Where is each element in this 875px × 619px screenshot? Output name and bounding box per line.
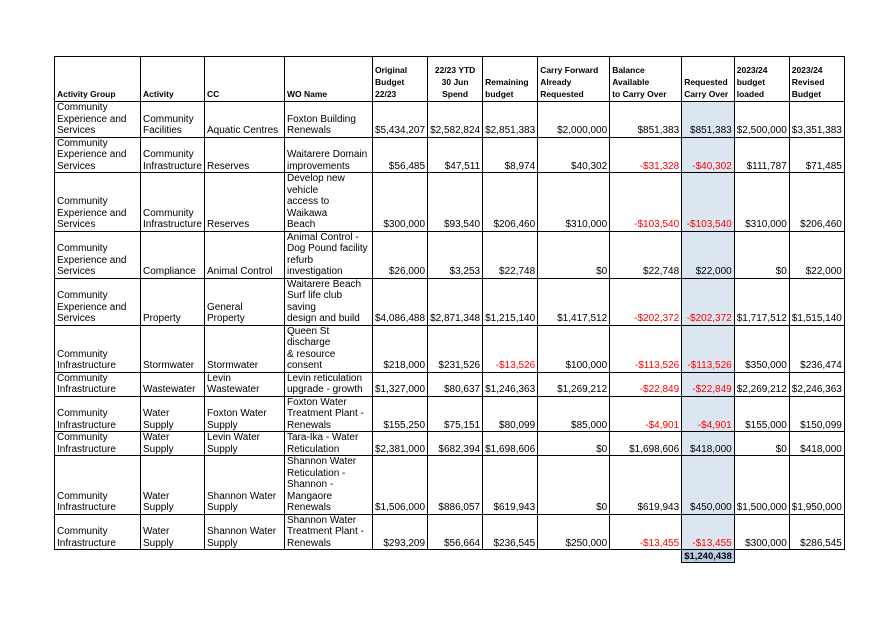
- col-header-remaining-budget: Remaining budget: [483, 57, 538, 102]
- cell-original-budget: $56,485: [373, 137, 428, 173]
- table-row: [55, 396, 845, 432]
- cell-wo-name: Waitarere Domain improvements: [285, 137, 373, 173]
- header-row: [55, 57, 845, 102]
- cell-remaining-budget: $1,215,140: [483, 278, 538, 325]
- cell-original-budget: $1,327,000: [373, 372, 428, 396]
- cell-original-budget: $155,250: [373, 396, 428, 432]
- cell-carry-forward: $40,302: [538, 137, 610, 173]
- col-header-activity-group: Activity Group: [55, 57, 141, 102]
- cell-requested-carry-over: -$103,540: [682, 173, 735, 232]
- cell-requested-carry-over: -$40,302: [682, 137, 735, 173]
- cell-ytd-spend: $47,511: [428, 137, 483, 173]
- cell-balance-available: -$22,849: [610, 372, 682, 396]
- cell-requested-carry-over: -$113,526: [682, 325, 735, 372]
- cell-ytd-spend: $2,582,824: [428, 102, 483, 138]
- table-row: [55, 456, 845, 515]
- cell-remaining-budget: $206,460: [483, 173, 538, 232]
- cell-revised-budget: $206,460: [789, 173, 844, 232]
- cell-revised-budget: $1,515,140: [789, 278, 844, 325]
- cell-budget-loaded: $350,000: [734, 325, 789, 372]
- cell-budget-loaded: $0: [734, 231, 789, 278]
- cell-revised-budget: $3,351,383: [789, 102, 844, 138]
- cell-carry-forward: $310,000: [538, 173, 610, 232]
- cell-balance-available: $22,748: [610, 231, 682, 278]
- cell-ytd-spend: $75,151: [428, 396, 483, 432]
- cell-wo-name: Foxton Building Renewals: [285, 102, 373, 138]
- cell-original-budget: $1,506,000: [373, 456, 428, 515]
- col-header-requested-carry-over: Requested Carry Over: [682, 57, 735, 102]
- cell-activity: Water Supply: [141, 514, 205, 550]
- cell-original-budget: $293,209: [373, 514, 428, 550]
- cell-activity: Community Infrastructure: [141, 137, 205, 173]
- cell-carry-forward: $2,000,000: [538, 102, 610, 138]
- cell-balance-available: -$103,540: [610, 173, 682, 232]
- cell-remaining-budget: $8,974: [483, 137, 538, 173]
- cell-budget-loaded: $300,000: [734, 514, 789, 550]
- cell-original-budget: $218,000: [373, 325, 428, 372]
- cell-balance-available: $619,943: [610, 456, 682, 515]
- cell-activity: Water Supply: [141, 432, 205, 456]
- cell-budget-loaded: $111,787: [734, 137, 789, 173]
- cell-balance-available: -$13,455: [610, 514, 682, 550]
- cell-wo-name: Shannon Water Treatment Plant - Renewals: [285, 514, 373, 550]
- cell-cc: Reserves: [205, 173, 285, 232]
- cell-balance-available: -$113,526: [610, 325, 682, 372]
- cell-balance-available: $851,383: [610, 102, 682, 138]
- cell-remaining-budget: $619,943: [483, 456, 538, 515]
- cell-carry-forward: $100,000: [538, 325, 610, 372]
- cell-carry-forward: $0: [538, 432, 610, 456]
- table-row: [55, 137, 845, 173]
- cell-budget-loaded: $1,500,000: [734, 456, 789, 515]
- cell-wo-name: Levin reticulation upgrade - growth: [285, 372, 373, 396]
- cell-revised-budget: $1,950,000: [789, 456, 844, 515]
- cell-wo-name: Waitarere Beach Surf life club saving design and build: [285, 278, 373, 325]
- cell-carry-forward: $250,000: [538, 514, 610, 550]
- cell-original-budget: $2,381,000: [373, 432, 428, 456]
- total-spacer-right: [734, 550, 844, 563]
- cell-ytd-spend: $682,394: [428, 432, 483, 456]
- cell-remaining-budget: $1,246,363: [483, 372, 538, 396]
- cell-activity-group: Community Infrastructure: [55, 432, 141, 456]
- cell-wo-name: Develop new vehicle access to Waikawa Beach: [285, 173, 373, 232]
- cell-budget-loaded: $2,269,212: [734, 372, 789, 396]
- col-header-cc: CC: [205, 57, 285, 102]
- cell-activity-group: Community Experience and Services: [55, 137, 141, 173]
- cell-activity-group: Community Experience and Services: [55, 278, 141, 325]
- cell-carry-forward: $1,417,512: [538, 278, 610, 325]
- cell-ytd-spend: $2,871,348: [428, 278, 483, 325]
- col-header-ytd-spend: 22/23 YTD 30 Jun Spend: [428, 57, 483, 102]
- table-row: [55, 432, 845, 456]
- cell-balance-available: -$31,328: [610, 137, 682, 173]
- cell-cc: Stormwater: [205, 325, 285, 372]
- cell-budget-loaded: $2,500,000: [734, 102, 789, 138]
- cell-requested-carry-over: -$4,901: [682, 396, 735, 432]
- cell-activity: Community Facilities: [141, 102, 205, 138]
- col-header-budget-loaded: 2023/24 budget loaded: [734, 57, 789, 102]
- table-row: [55, 102, 845, 138]
- cell-original-budget: $4,086,488: [373, 278, 428, 325]
- cell-revised-budget: $150,099: [789, 396, 844, 432]
- col-header-wo-name: WO Name: [285, 57, 373, 102]
- table-row: [55, 325, 845, 372]
- cell-carry-forward: $0: [538, 456, 610, 515]
- cell-carry-forward: $85,000: [538, 396, 610, 432]
- cell-balance-available: -$4,901: [610, 396, 682, 432]
- cell-budget-loaded: $155,000: [734, 396, 789, 432]
- cell-revised-budget: $418,000: [789, 432, 844, 456]
- cell-carry-forward: $0: [538, 231, 610, 278]
- cell-requested-carry-over: $851,383: [682, 102, 735, 138]
- cell-original-budget: $26,000: [373, 231, 428, 278]
- cell-revised-budget: $2,246,363: [789, 372, 844, 396]
- table-row: [55, 278, 845, 325]
- cell-wo-name: Queen St discharge & resource consent: [285, 325, 373, 372]
- cell-budget-loaded: $310,000: [734, 173, 789, 232]
- cell-balance-available: $1,698,606: [610, 432, 682, 456]
- cell-remaining-budget: $1,698,606: [483, 432, 538, 456]
- cell-activity: Wastewater: [141, 372, 205, 396]
- total-row: [55, 550, 845, 563]
- cell-cc: Aquatic Centres: [205, 102, 285, 138]
- cell-ytd-spend: $93,540: [428, 173, 483, 232]
- cell-activity: Water Supply: [141, 456, 205, 515]
- cell-activity-group: Community Experience and Services: [55, 231, 141, 278]
- cell-balance-available: -$202,372: [610, 278, 682, 325]
- cell-activity: Property: [141, 278, 205, 325]
- cell-remaining-budget: $2,851,383: [483, 102, 538, 138]
- total-requested-carry-over: $1,240,438: [682, 550, 735, 563]
- cell-activity-group: Community Experience and Services: [55, 173, 141, 232]
- total-spacer: [55, 550, 682, 563]
- cell-cc: Levin Water Supply: [205, 432, 285, 456]
- cell-ytd-spend: $886,057: [428, 456, 483, 515]
- cell-remaining-budget: $22,748: [483, 231, 538, 278]
- table-row: [55, 231, 845, 278]
- cell-activity-group: Community Infrastructure: [55, 514, 141, 550]
- col-header-balance-available: Balance Available to Carry Over: [610, 57, 682, 102]
- cell-activity-group: Community Infrastructure: [55, 456, 141, 515]
- cell-cc: Animal Control: [205, 231, 285, 278]
- cell-activity-group: Community Experience and Services: [55, 102, 141, 138]
- cell-cc: Foxton Water Supply: [205, 396, 285, 432]
- col-header-carry-forward: Carry Forward Already Requested: [538, 57, 610, 102]
- cell-cc: Levin Wastewater: [205, 372, 285, 396]
- col-header-revised-budget: 2023/24 Revised Budget: [789, 57, 844, 102]
- cell-activity-group: Community Infrastructure: [55, 325, 141, 372]
- cell-activity-group: Community Infrastructure: [55, 396, 141, 432]
- cell-requested-carry-over: -$202,372: [682, 278, 735, 325]
- cell-wo-name: Tara-Ika - Water Reticulation: [285, 432, 373, 456]
- cell-requested-carry-over: $22,000: [682, 231, 735, 278]
- cell-budget-loaded: $0: [734, 432, 789, 456]
- cell-wo-name: Animal Control - Dog Pound facility refurb investigation: [285, 231, 373, 278]
- cell-revised-budget: $236,474: [789, 325, 844, 372]
- cell-revised-budget: $71,485: [789, 137, 844, 173]
- cell-original-budget: $300,000: [373, 173, 428, 232]
- cell-ytd-spend: $56,664: [428, 514, 483, 550]
- col-header-original-budget: Original Budget 22/23: [373, 57, 428, 102]
- cell-requested-carry-over: -$13,455: [682, 514, 735, 550]
- cell-requested-carry-over: -$22,849: [682, 372, 735, 396]
- table-row: [55, 173, 845, 232]
- cell-revised-budget: $22,000: [789, 231, 844, 278]
- cell-carry-forward: $1,269,212: [538, 372, 610, 396]
- cell-remaining-budget: $80,099: [483, 396, 538, 432]
- carry-over-table: [54, 56, 845, 563]
- cell-cc: Shannon Water Supply: [205, 514, 285, 550]
- cell-revised-budget: $286,545: [789, 514, 844, 550]
- cell-activity-group: Community Infrastructure: [55, 372, 141, 396]
- table-row: [55, 514, 845, 550]
- cell-activity: Community Infrastructure: [141, 173, 205, 232]
- table-row: [55, 372, 845, 396]
- cell-remaining-budget: $236,545: [483, 514, 538, 550]
- cell-activity: Stormwater: [141, 325, 205, 372]
- cell-activity: Compliance: [141, 231, 205, 278]
- cell-requested-carry-over: $450,000: [682, 456, 735, 515]
- cell-activity: Water Supply: [141, 396, 205, 432]
- cell-remaining-budget: -$13,526: [483, 325, 538, 372]
- cell-ytd-spend: $231,526: [428, 325, 483, 372]
- cell-cc: Shannon Water Supply: [205, 456, 285, 515]
- cell-cc: General Property: [205, 278, 285, 325]
- cell-budget-loaded: $1,717,512: [734, 278, 789, 325]
- cell-ytd-spend: $3,253: [428, 231, 483, 278]
- cell-wo-name: Shannon Water Reticulation - Shannon - Mangaore Renewals: [285, 456, 373, 515]
- cell-cc: Reserves: [205, 137, 285, 173]
- col-header-activity: Activity: [141, 57, 205, 102]
- cell-original-budget: $5,434,207: [373, 102, 428, 138]
- cell-requested-carry-over: $418,000: [682, 432, 735, 456]
- cell-ytd-spend: $80,637: [428, 372, 483, 396]
- cell-wo-name: Foxton Water Treatment Plant - Renewals: [285, 396, 373, 432]
